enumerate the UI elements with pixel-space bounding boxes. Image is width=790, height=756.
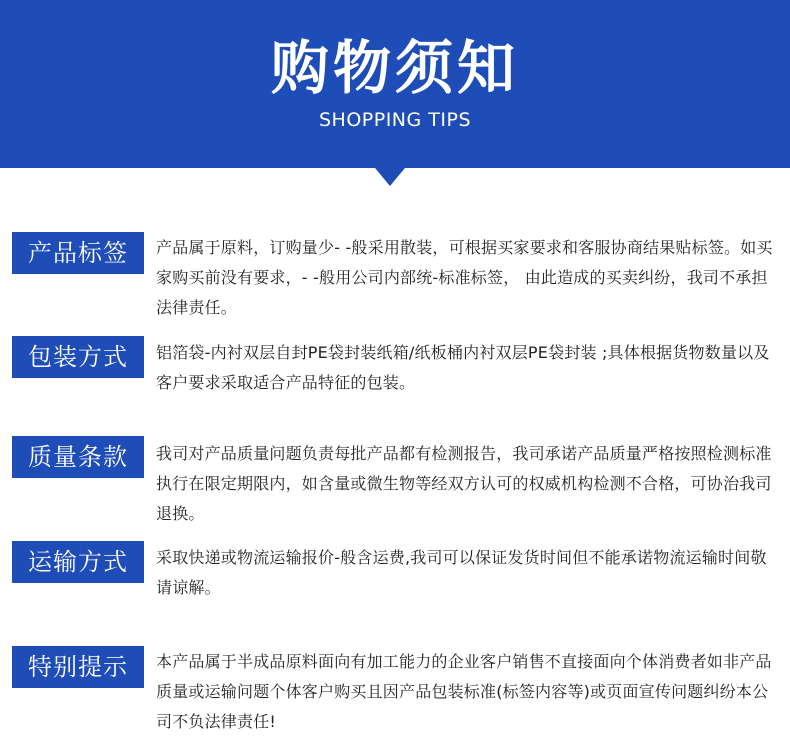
section-text: 采取快递或物流运输报价-般含运费,我司可以保证发货时间但不能承诺物流运输时间敬请谅解。 xyxy=(156,548,767,597)
page-title: 购物须知 xyxy=(270,34,519,102)
section-tag: 质量条款 xyxy=(12,436,144,478)
section-text: 我司对产品质量问题负责每批产品都有检测报告，我司承诺产品质量严格按照检测标准执行在限定期限内，如含量或微生物等经双方认可的权威机构检测不合格，可协治我司退换。 xyxy=(156,444,772,523)
banner-pointer-arrow xyxy=(375,168,405,186)
section-tag: 包装方式 xyxy=(12,336,144,378)
header-banner xyxy=(0,0,790,168)
page-subtitle: SHOPPING TIPS xyxy=(318,109,472,131)
section-text: 铝箔袋-内衬双层自封PE袋封装纸箱/纸板桶内衬双层PE袋封装 ;具体根据货物数量以及客户要求采取适合产品特征的包装。 xyxy=(156,343,770,392)
section-text: 产品属于原料，订购量少- -般采用散装，可根据买家要求和客服协商结果贴标签。如买家购买前没有要求，- -般用公司内部统-标准标签， 由此造成的买卖纠纷，我司不承担法律责任。 xyxy=(156,238,773,317)
section-tag: 运输方式 xyxy=(12,541,144,583)
section-tag: 产品标签 xyxy=(12,232,144,274)
section-text: 本产品属于半成品原料面向有加工能力的企业客户销售不直接面向个体消费者如非产品质量或运输问题个体客户购买且因产品包装标准(标签内容等)或页面宣传问题纠纷本公司不负法律责任! xyxy=(156,652,772,731)
section-tag: 特别提示 xyxy=(12,646,144,688)
